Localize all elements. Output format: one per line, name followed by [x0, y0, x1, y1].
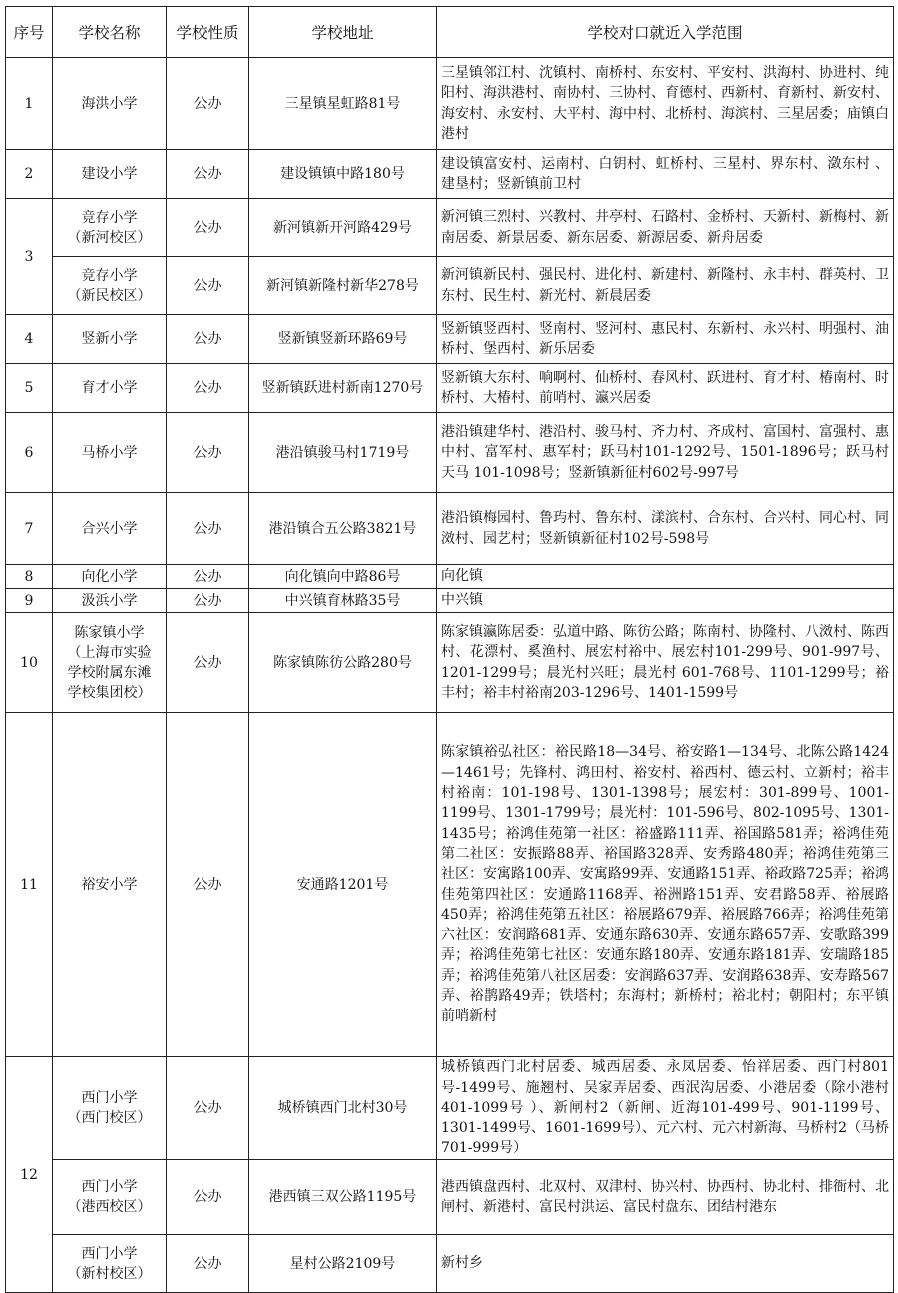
- table-row: [6, 315, 894, 364]
- school-address: 星村公路2109号: [249, 1235, 437, 1293]
- school-name: 西门小学 （新村校区）: [53, 1235, 167, 1293]
- school-type: 公办: [167, 257, 249, 315]
- school-name: 西门小学 （港西校区）: [53, 1160, 167, 1235]
- row-number: 9: [6, 589, 53, 613]
- school-address: 中兴镇育林路35号: [249, 589, 437, 613]
- table-row: [6, 413, 894, 493]
- row-number: 8: [6, 565, 53, 589]
- table-row: [6, 613, 894, 713]
- school-name: 西门小学 （西门校区）: [53, 1057, 167, 1160]
- school-address: 竖新镇竖新环路69号: [249, 315, 437, 364]
- enrollment-scope: 陈家镇裕弘社区：裕民路18—34号、裕安路1—134号、北陈公路1424—1461号；先锋村、鸿田村、裕安村、裕西村、德云村、立新村；裕丰村裕南：101-198号、1301-1398号；展宏村：301-899号、1001-1199号、1301-1799号；晨光村：101-596号、802-1095号、1301-1435号；裕鸿佳苑第一社区：裕盛路111弄、裕国路581弄；裕鸿佳苑第二社区：安振路88弄、裕国路328弄、安秀路480弄；裕鸿佳苑第三社区：安寓路100弄、安寓路99弄、安通路151弄、裕政路725弄；裕鸿佳苑第四社区：安通路1168弄、裕洲路151弄、安君路58弄、裕展路450弄；裕鸿佳苑第五社区：裕展路679弄、裕展路766弄；裕鸿佳苑第六社区：安润路681弄、安通东路630弄、安通东路657弄、安歌路399弄；裕鸿佳苑第七社区：安通东路180弄、安通东路181弄、安瑞路185弄；裕鸿佳苑第八社区居委：安润路637弄、安润路638弄、安寿路567弄、裕鹊路49弄；铁塔村；东海村；新桥村；裕北村；朝阳村；东平镇前哨新村: [437, 713, 894, 1057]
- table-row: [6, 713, 894, 1057]
- school-name: 陈家镇小学 （上海市实验 学校附属东滩 学校集团校）: [53, 613, 167, 713]
- school-address: 港西镇三双公路1195号: [249, 1160, 437, 1235]
- header-school-name: 学校名称: [53, 7, 167, 58]
- table-row: [6, 150, 894, 199]
- table-row: [6, 1160, 894, 1235]
- school-name: 竞存小学 （新民校区）: [53, 257, 167, 315]
- header-school-address: 学校地址: [249, 7, 437, 58]
- school-name: 竞存小学 （新河校区）: [53, 199, 167, 257]
- table-row: [6, 58, 894, 150]
- school-address: 竖新镇跃进村新南1270号: [249, 364, 437, 413]
- header-row: [6, 7, 894, 58]
- enrollment-scope: 新河镇三烈村、兴教村、井亭村、石路村、金桥村、天新村、新梅村、新南居委、新景居委、新东居委、新源居委、新舟居委: [437, 199, 894, 257]
- school-name: 合兴小学: [53, 493, 167, 565]
- enrollment-scope: 向化镇: [437, 565, 894, 589]
- school-name: 海洪小学: [53, 58, 167, 150]
- row-number: 7: [6, 493, 53, 565]
- table-row: [6, 565, 894, 589]
- school-address: 三星镇星虹路81号: [249, 58, 437, 150]
- table-row: [6, 199, 894, 257]
- school-address: 陈家镇陈彷公路280号: [249, 613, 437, 713]
- enrollment-scope: 城桥镇西门北村居委、城西居委、永凤居委、怡祥居委、西门村801号-1499号、施翘村、吴家弄居委、西泯沟居委、小港居委（除小港村401-1099号 ）、新闸村2（新闸、近海101-499号、901-1199号、1301-1499号、1601-1699号）、元六村、元六村新海、马桥村2（马桥701-999号）: [437, 1057, 894, 1160]
- enrollment-scope: 港沿镇建华村、港沿村、骏马村、齐力村、齐成村、富国村、富强村、惠中村、富军村、惠军村；跃马村101-1292号、1501-1896号；跃马村天马 101-1098号；竖新镇新征村602号-997号: [437, 413, 894, 493]
- row-number: 3: [6, 199, 53, 315]
- school-name: 向化小学: [53, 565, 167, 589]
- school-name: 育才小学: [53, 364, 167, 413]
- enrollment-scope: 竖新镇大东村、响啊村、仙桥村、春风村、跃进村、育才村、椿南村、时桥村、大椿村、前哨村、瀛兴居委: [437, 364, 894, 413]
- school-name: 裕安小学: [53, 713, 167, 1057]
- enrollment-scope: 港西镇盘西村、北双村、双津村、协兴村、协西村、协北村、排衙村、北闸村、新港村、富民村洪运、富民村盘东、团结村港东: [437, 1160, 894, 1235]
- table-row: [6, 493, 894, 565]
- enrollment-scope: 建设镇富安村、运南村、白钥村、虹桥村、三星村、界东村、潋东村 、建垦村；竖新镇前卫村: [437, 150, 894, 199]
- school-type: 公办: [167, 315, 249, 364]
- school-type: 公办: [167, 413, 249, 493]
- header-school-type: 学校性质: [167, 7, 249, 58]
- row-number: 2: [6, 150, 53, 199]
- school-name: 建设小学: [53, 150, 167, 199]
- school-type: 公办: [167, 589, 249, 613]
- school-type: 公办: [167, 199, 249, 257]
- table-row: [6, 364, 894, 413]
- school-type: 公办: [167, 565, 249, 589]
- table-row: [6, 589, 894, 613]
- header-enrollment-scope: 学校对口就近入学范围: [437, 7, 894, 58]
- enrollment-scope: 新河镇新民村、强民村、进化村、新建村、新隆村、永丰村、群英村、卫东村、民生村、新光村、新晨居委: [437, 257, 894, 315]
- enrollment-scope: 中兴镇: [437, 589, 894, 613]
- school-type: 公办: [167, 1057, 249, 1160]
- school-type: 公办: [167, 613, 249, 713]
- enrollment-scope: 港沿镇梅园村、鲁玙村、鲁东村、漾滨村、合东村、合兴村、同心村、同滧村、园艺村；竖新镇新征村102号-598号: [437, 493, 894, 565]
- enrollment-scope: 新村乡: [437, 1235, 894, 1293]
- table-row: [6, 1057, 894, 1160]
- school-type: 公办: [167, 58, 249, 150]
- row-number: 12: [6, 1057, 53, 1293]
- school-address: 城桥镇西门北村30号: [249, 1057, 437, 1160]
- school-enrollment-table: [5, 6, 894, 1293]
- school-name: 竖新小学: [53, 315, 167, 364]
- enrollment-scope: 竖新镇竖西村、竖南村、竖河村、惠民村、东新村、永兴村、明强村、油桥村、堡西村、新乐居委: [437, 315, 894, 364]
- school-address: 新河镇新隆村新华278号: [249, 257, 437, 315]
- school-type: 公办: [167, 150, 249, 199]
- school-name: 马桥小学: [53, 413, 167, 493]
- header-no: 序号: [6, 7, 53, 58]
- row-number: 4: [6, 315, 53, 364]
- row-number: 10: [6, 613, 53, 713]
- enrollment-scope: 陈家镇瀛陈居委：弘道中路、陈彷公路；陈南村、协隆村、八滧村、陈西村、花漂村、奚渔村、展宏村裕中、展宏村101-299号、901-997号、1201-1299号；晨光村兴旺；晨光村 601-768号、1101-1299号；裕丰村；裕丰村裕南203-1296号、1401-1599号: [437, 613, 894, 713]
- table-row: [6, 1235, 894, 1293]
- table-row: [6, 257, 894, 315]
- school-type: 公办: [167, 493, 249, 565]
- school-type: 公办: [167, 713, 249, 1057]
- school-type: 公办: [167, 1235, 249, 1293]
- school-type: 公办: [167, 364, 249, 413]
- enrollment-scope: 三星镇邻江村、沈镇村、南桥村、东安村、平安村、洪海村、协进村、纯阳村、海洪港村、南协村、三协村、育德村、西新村、育新村、新安村、海安村、永安村、大平村、海中村、北桥村、海滨村、三星居委；庙镇白港村: [437, 58, 894, 150]
- school-address: 建设镇镇中路180号: [249, 150, 437, 199]
- school-type: 公办: [167, 1160, 249, 1235]
- school-address: 港沿镇骏马村1719号: [249, 413, 437, 493]
- row-number: 11: [6, 713, 53, 1057]
- school-address: 港沿镇合五公路3821号: [249, 493, 437, 565]
- school-address: 安通路1201号: [249, 713, 437, 1057]
- row-number: 1: [6, 58, 53, 150]
- row-number: 6: [6, 413, 53, 493]
- row-number: 5: [6, 364, 53, 413]
- school-address: 向化镇向中路86号: [249, 565, 437, 589]
- school-name: 汲浜小学: [53, 589, 167, 613]
- school-address: 新河镇新开河路429号: [249, 199, 437, 257]
